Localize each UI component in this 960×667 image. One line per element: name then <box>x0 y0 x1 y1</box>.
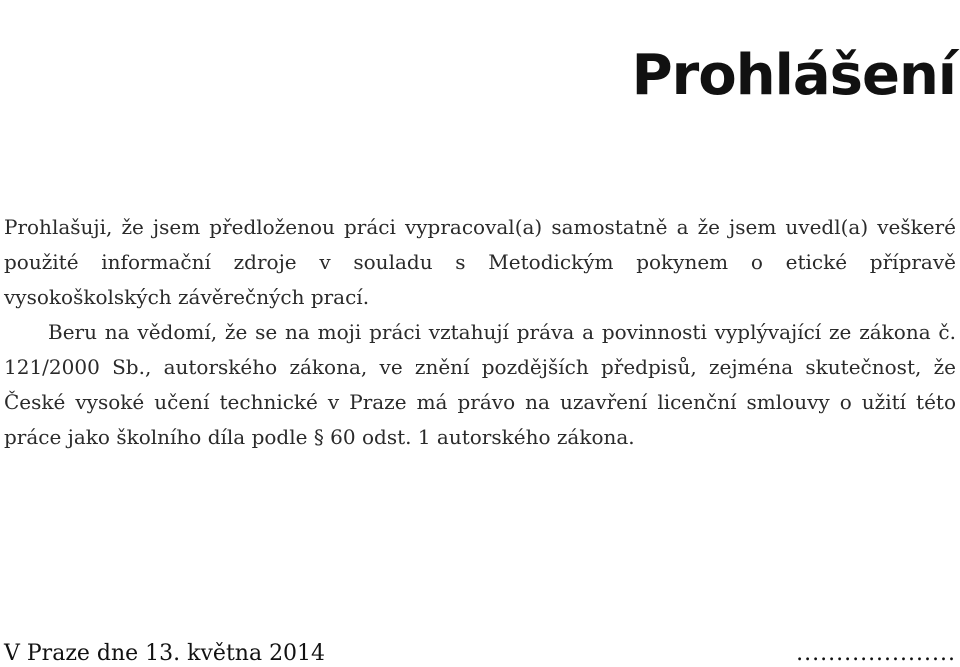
signature-footer <box>4 640 956 667</box>
declaration-body <box>4 210 956 455</box>
place-and-date: V Praze dne 13. května 2014 <box>4 641 326 666</box>
declaration-paragraph-1: Prohlašuji, že jsem předloženou práci vypracoval(a) samostatně a že jsem uvedl(a) veškeré použité informační zdroje v souladu s Metodickým pokynem o etické přípravě vysokoškolských závěrečných prací. <box>4 215 956 309</box>
signature-line: .................... <box>796 641 956 666</box>
declaration-paragraph-2: Beru na vědomí, že se na moji práci vztahují práva a povinnosti vyplývající ze zákona č. 121/2000 Sb., autorského zákona, ve znění pozdějších předpisů, zejména skutečnost, že České vysoké učení technické v Praze má právo na uzavření licenční smlouvy o užití této práce jako školního díla podle § 60 odst. 1 autorského zákona. <box>4 320 956 449</box>
page-title: Prohlášení <box>631 43 956 108</box>
